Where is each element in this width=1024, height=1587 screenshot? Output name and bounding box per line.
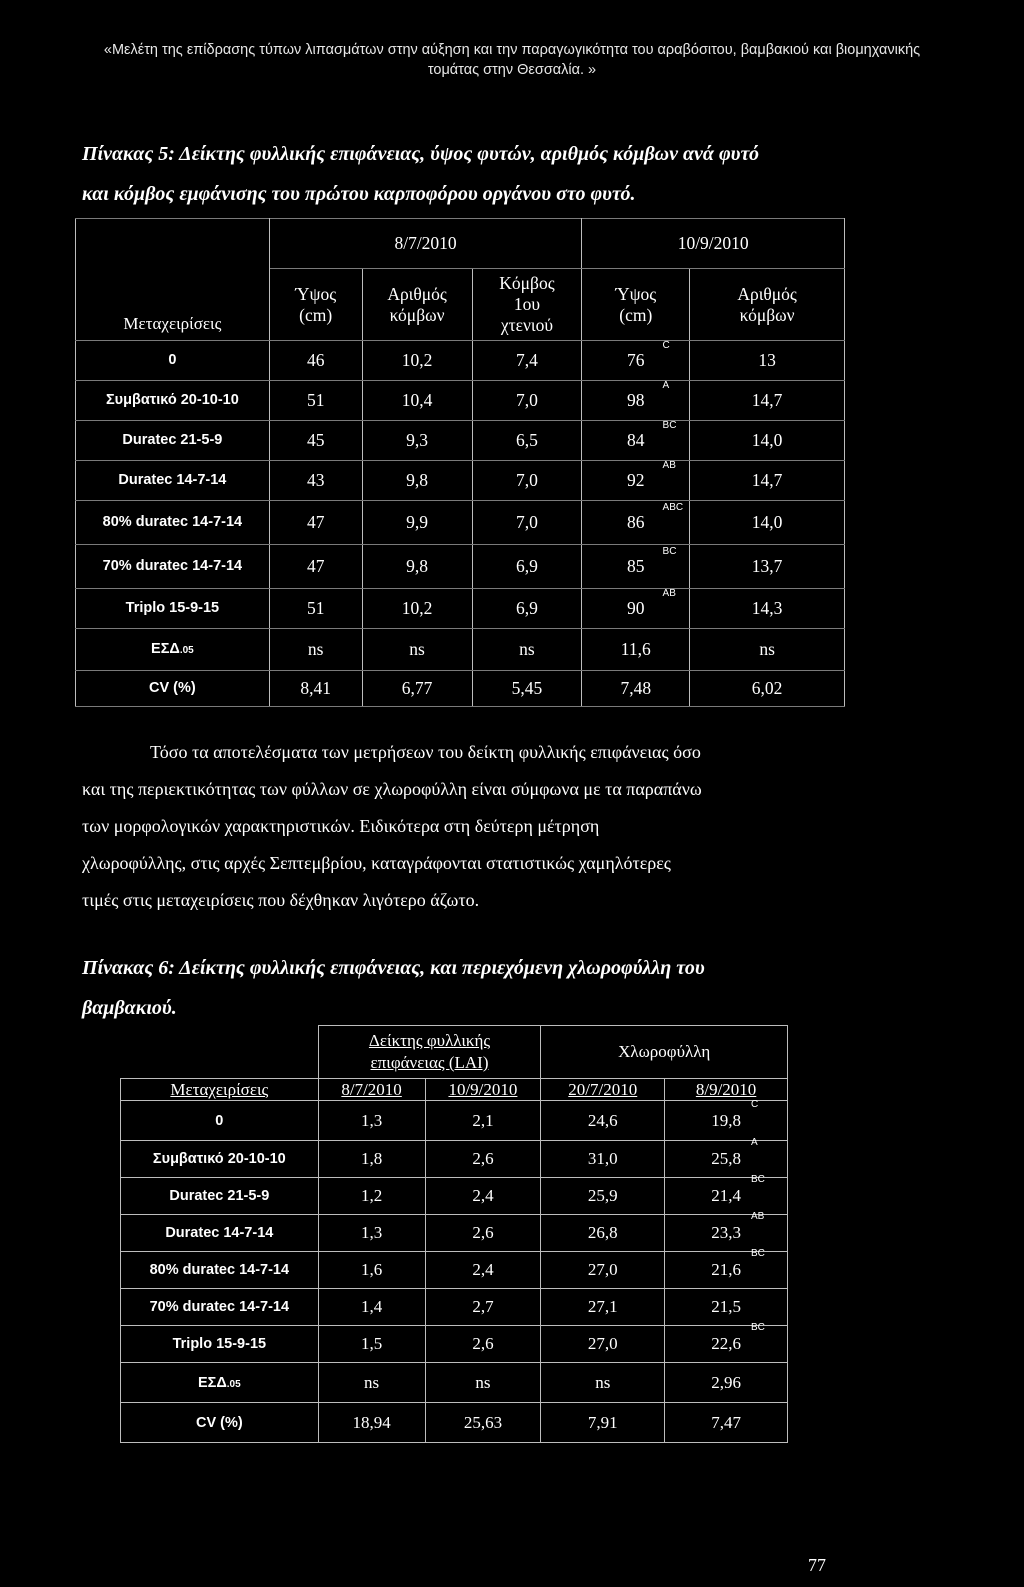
- table-row: [121, 1101, 788, 1141]
- table-cell: 51: [269, 589, 362, 629]
- table-6-chlorophyll-header: Χλωροφύλλη: [541, 1026, 788, 1079]
- paragraph-line: τιμές στις μεταχειρίσεις που δέχθηκαν λιγότερο άζωτο.: [82, 890, 480, 910]
- table-6-lai-header: Δείκτης φυλλικής επιφάνειας (LAI): [318, 1026, 541, 1079]
- table-5-height-header-1: Ύψος (cm): [269, 269, 362, 341]
- table-cell: 1,6: [318, 1252, 425, 1289]
- table-cell: [582, 421, 690, 461]
- table-row: [76, 589, 845, 629]
- table-cell: 27,1: [541, 1289, 665, 1326]
- table-cell: 9,8: [362, 461, 472, 501]
- table-row: [76, 501, 845, 545]
- table-cell: [665, 1322, 788, 1363]
- table-cell: 14,0: [690, 421, 845, 461]
- table-cell: ns: [318, 1363, 425, 1403]
- table-cell: 2,4: [425, 1178, 541, 1215]
- table-cell: 46: [269, 341, 362, 381]
- table-row: [121, 1141, 788, 1178]
- treatment-label: 80% duratec 14-7-14: [76, 501, 270, 545]
- significance-group: ABC: [662, 502, 684, 513]
- cell-value: 86: [627, 512, 645, 532]
- table-5-caption-line-2: και κόμβος εμφάνισης του πρώτου καρποφόρου οργάνου στο φυτό.: [82, 183, 636, 205]
- table-cell: 7,47: [665, 1403, 788, 1443]
- table-row: [121, 1252, 788, 1289]
- table-cell: 51: [269, 381, 362, 421]
- table-6-date: 8/9/2010: [665, 1079, 788, 1101]
- treatment-label: 70% duratec 14-7-14: [121, 1289, 319, 1326]
- treatment-label: Duratec 14-7-14: [76, 461, 270, 501]
- table-cell: ns: [269, 629, 362, 671]
- table-cell: 26,8: [541, 1215, 665, 1252]
- table-5-caption-line-1: Πίνακας 5: Δείκτης φυλλικής επιφάνειας, ύψος φυτών, αριθμός κόμβων ανά φυτό: [82, 143, 760, 165]
- table-6-cv-label: CV (%): [121, 1403, 319, 1443]
- table-6-lsd-label: ΕΣΔ.05: [121, 1363, 319, 1403]
- table-cell: 1,8: [318, 1141, 425, 1178]
- table-6-date-row: [121, 1079, 788, 1101]
- table-cell: [582, 461, 690, 501]
- treatment-label: Triplo 15-9-15: [121, 1326, 319, 1363]
- treatment-label: Triplo 15-9-15: [76, 589, 270, 629]
- table-cell: 7,0: [472, 501, 582, 545]
- body-paragraph: [82, 734, 842, 919]
- table-6-cv-row: [121, 1403, 788, 1443]
- table-5-treatments-header: Μεταχειρίσεις: [76, 219, 270, 341]
- table-row: [121, 1215, 788, 1252]
- table-cell: ns: [362, 629, 472, 671]
- cell-value: 21,4: [711, 1186, 741, 1205]
- table-cell: 45: [269, 421, 362, 461]
- table-cell: [582, 545, 690, 589]
- table-cell: 2,1: [425, 1101, 541, 1141]
- table-cell: 2,6: [425, 1326, 541, 1363]
- table-6-group-header-row: [121, 1026, 788, 1079]
- running-header-line-1: «Μελέτη της επίδρασης τύπων λιπασμάτων στην αύξηση και την παραγωγικότητα του αραβόσιτου, βαμβακιού και βιομηχανικής: [103, 42, 921, 58]
- significance-group: C: [750, 1098, 759, 1110]
- cell-value: 84: [627, 430, 645, 450]
- table-5-date-1: 8/7/2010: [269, 219, 582, 269]
- cell-value: 21,6: [711, 1260, 741, 1279]
- cell-value: 22,6: [711, 1334, 741, 1353]
- table-6-date: 20/7/2010: [541, 1079, 665, 1101]
- significance-group: C: [662, 340, 670, 351]
- table-6-date: 8/7/2010: [318, 1079, 425, 1101]
- table-cell: 6,77: [362, 671, 472, 707]
- table-cell: 27,0: [541, 1326, 665, 1363]
- table-5-height-header-2: Ύψος (cm): [582, 269, 690, 341]
- table-cell: 1,3: [318, 1215, 425, 1252]
- significance-group: AB: [750, 1211, 765, 1222]
- table-cell: [665, 1098, 788, 1141]
- paragraph-line: Τόσο τα αποτελέσματα των μετρήσεων του δείκτη φυλλικής επιφάνειας όσο: [150, 742, 701, 762]
- table-row: [76, 381, 845, 421]
- table-cell: 43: [269, 461, 362, 501]
- table-6-caption-line-2: βαμβακιού.: [82, 997, 177, 1019]
- significance-group: AB: [662, 588, 676, 599]
- table-cell: 7,4: [472, 341, 582, 381]
- paragraph-line: και της περιεκτικότητας των φύλλων σε χλωροφύλλη είναι σύμφωνα με τα παραπάνω: [82, 779, 702, 799]
- table-cell: 14,0: [690, 501, 845, 545]
- cell-value: 85: [627, 556, 645, 576]
- table-cell: 1,5: [318, 1326, 425, 1363]
- table-cell: 5,45: [472, 671, 582, 707]
- treatment-label: 0: [121, 1101, 319, 1141]
- table-cell: [665, 1174, 788, 1215]
- table-cell: 2,6: [425, 1215, 541, 1252]
- table-5-date-2: 10/9/2010: [582, 219, 845, 269]
- table-cell: [665, 1248, 788, 1289]
- table-cell: 6,02: [690, 671, 845, 707]
- table-cell: [665, 1137, 788, 1178]
- cell-value: 25,8: [711, 1149, 741, 1168]
- paragraph-line: των μορφολογικών χαρακτηριστικών. Ειδικότερα στη δεύτερη μέτρηση: [82, 816, 600, 836]
- table-6-caption: [82, 948, 944, 1028]
- table-cell: 6,9: [472, 545, 582, 589]
- table-6-treatments-header: Μεταχειρίσεις: [121, 1079, 319, 1101]
- table-cell: 13,7: [690, 545, 845, 589]
- table-cell: 9,9: [362, 501, 472, 545]
- table-row: [76, 461, 845, 501]
- table-cell: 18,94: [318, 1403, 425, 1443]
- table-cell: 14,7: [690, 461, 845, 501]
- cell-value: 90: [627, 598, 645, 618]
- table-cell: ns: [425, 1363, 541, 1403]
- cell-value: 23,3: [711, 1223, 741, 1242]
- table-cell: 2,7: [425, 1289, 541, 1326]
- table-row: [76, 421, 845, 461]
- table-5-date-row: [76, 219, 845, 269]
- table-5-nodes-header-2: Αριθμός κόμβων: [690, 269, 845, 341]
- cell-value: 76: [627, 350, 645, 370]
- table-cell: 6,9: [472, 589, 582, 629]
- significance-group: BC: [662, 420, 677, 431]
- table-5-cv-label: CV (%): [76, 671, 270, 707]
- table-cell: 14,7: [690, 381, 845, 421]
- table-cell: 7,48: [582, 671, 690, 707]
- table-5-lsd-label: ΕΣΔ.05: [76, 629, 270, 671]
- table-cell: 1,2: [318, 1178, 425, 1215]
- significance-group: BC: [750, 1248, 765, 1259]
- table-cell: [582, 589, 690, 629]
- treatment-label: Συμβατικό 20-10-10: [76, 381, 270, 421]
- running-header-line-2: τομάτας στην Θεσσαλία. »: [427, 62, 597, 78]
- cell-value: 21,5: [711, 1297, 741, 1316]
- table-cell: 11,6: [582, 629, 690, 671]
- table-cell: [665, 1289, 788, 1326]
- cell-value: 19,8: [711, 1110, 741, 1130]
- significance-group: BC: [662, 546, 677, 557]
- table-cell: 2,4: [425, 1252, 541, 1289]
- table-5-caption: [82, 134, 944, 214]
- treatment-label: Duratec 14-7-14: [121, 1215, 319, 1252]
- table-6-caption-line-1: Πίνακας 6: Δείκτης φυλλικής επιφάνειας, και περιεχόμενη χλωροφύλλη του: [82, 957, 705, 979]
- table-row: [121, 1178, 788, 1215]
- treatment-label: Duratec 21-5-9: [76, 421, 270, 461]
- table-row: [76, 341, 845, 381]
- table-cell: [582, 341, 690, 381]
- significance-group: BC: [750, 1174, 765, 1185]
- table-cell: 10,2: [362, 341, 472, 381]
- cell-value: 98: [627, 390, 645, 410]
- table-6-date: 10/9/2010: [425, 1079, 541, 1101]
- table-cell: 47: [269, 501, 362, 545]
- treatment-label: 70% duratec 14-7-14: [76, 545, 270, 589]
- table-5-nodes-header-1: Αριθμός κόμβων: [362, 269, 472, 341]
- table-5: [75, 218, 845, 707]
- running-header: [60, 40, 964, 80]
- table-cell: 1,3: [318, 1101, 425, 1141]
- table-cell: 24,6: [541, 1101, 665, 1141]
- table-cell: 10,2: [362, 589, 472, 629]
- table-cell: 25,9: [541, 1178, 665, 1215]
- table-cell: 1,4: [318, 1289, 425, 1326]
- table-row: [121, 1326, 788, 1363]
- treatment-label: 80% duratec 14-7-14: [121, 1252, 319, 1289]
- table-5-cv-row: [76, 671, 845, 707]
- table-row: [76, 545, 845, 589]
- table-6: [120, 1025, 788, 1443]
- table-cell: 6,5: [472, 421, 582, 461]
- table-cell: 25,63: [425, 1403, 541, 1443]
- table-cell: ns: [541, 1363, 665, 1403]
- treatment-label: Συμβατικό 20-10-10: [121, 1141, 319, 1178]
- table-cell: 7,0: [472, 461, 582, 501]
- significance-group: BC: [750, 1322, 765, 1333]
- table-cell: 7,91: [541, 1403, 665, 1443]
- significance-group: A: [750, 1137, 758, 1148]
- significance-group: A: [662, 380, 670, 391]
- table-cell: 10,4: [362, 381, 472, 421]
- table-cell: 2,6: [425, 1141, 541, 1178]
- page-number: 77: [808, 1555, 826, 1575]
- cell-value: 92: [627, 470, 645, 490]
- table-6-lsd-row: [121, 1363, 788, 1403]
- treatment-label: Duratec 21-5-9: [121, 1178, 319, 1215]
- table-cell: [582, 381, 690, 421]
- table-cell: 47: [269, 545, 362, 589]
- table-row: [121, 1289, 788, 1326]
- table-cell: 14,3: [690, 589, 845, 629]
- table-cell: 27,0: [541, 1252, 665, 1289]
- table-cell: [665, 1211, 788, 1252]
- table-cell: 7,0: [472, 381, 582, 421]
- table-6-empty-corner: [121, 1026, 319, 1079]
- table-cell: ns: [690, 629, 845, 671]
- table-cell: 9,8: [362, 545, 472, 589]
- table-cell: 8,41: [269, 671, 362, 707]
- table-cell: [582, 501, 690, 545]
- significance-group: AB: [662, 460, 676, 471]
- paragraph-line: χλωροφύλλης, στις αρχές Σεπτεμβρίου, καταγράφονται στατιστικώς χαμηλότερες: [82, 853, 671, 873]
- treatment-label: 0: [76, 341, 270, 381]
- table-cell: ns: [472, 629, 582, 671]
- table-cell: 9,3: [362, 421, 472, 461]
- table-cell: 2,96: [665, 1363, 788, 1403]
- table-cell: 31,0: [541, 1141, 665, 1178]
- table-5-lsd-row: [76, 629, 845, 671]
- table-cell: 13: [690, 341, 845, 381]
- table-5-node-header: Κόμβος 1ου χτενιού: [472, 269, 582, 341]
